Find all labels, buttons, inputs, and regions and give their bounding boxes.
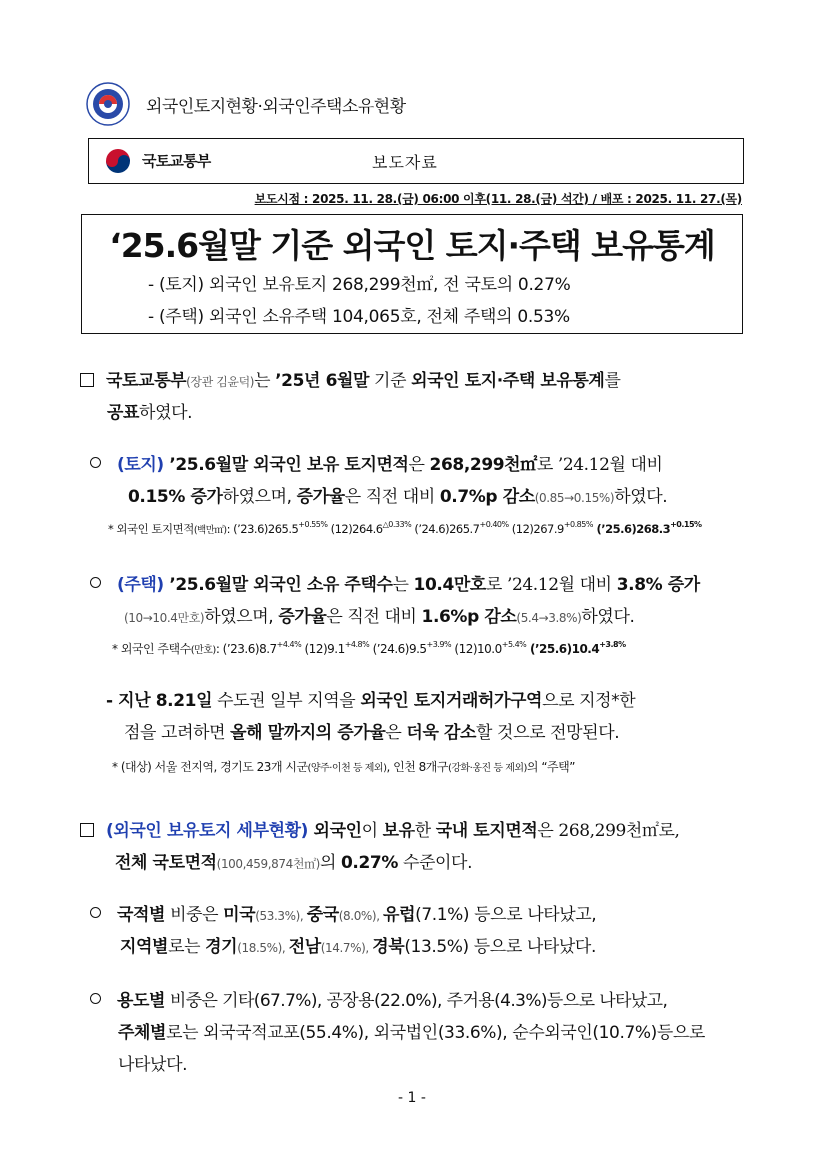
- usage-line3: 나타났다.: [118, 1055, 188, 1075]
- minister-name: (장관 김윤덕): [186, 375, 255, 389]
- period-bold: ’25년 6월말: [275, 371, 370, 391]
- detail-tag: (외국인 보유토지 세부현황): [106, 821, 309, 841]
- permit-zone-bold: 외국인 토지거래허가구역: [360, 691, 543, 711]
- press-release-label: 보도자료: [372, 153, 438, 172]
- housing-count-value: 10.4만호: [413, 575, 486, 595]
- land-note: * 외국인 토지면적(백만㎡): $(’23.6)265.5^{+0.55\%}$ $(12)264.6^{\triangle 0.33\%}$ $(’24.6)265.7^{+0.40\%}$ $(12)267.9^{+0.85\%}$ $(’25.6)268.3^{+0.15\%}$: [108, 520, 702, 536]
- embargo-line: 보도시점 : 2025. 11. 28.(금) 06:00 이후(11. 28.(금) 석간) / 배포 : 2025. 11. 27.(목): [254, 192, 742, 206]
- stats-name-bold: 외국인 토지·주택 보유통계: [411, 371, 605, 391]
- circle-bullet-icon: [90, 577, 101, 588]
- ministry-taegeuk-logo: [102, 146, 134, 176]
- checkbox-bullet-icon: [80, 823, 94, 837]
- usage-line2: 주체별로는 외국국적교포(55.4%), 외국법인(33.6%), 순수외국인(10.7%)등으로: [118, 1023, 705, 1043]
- nationality-line1: 국적별 비중은 미국(53.3%), 중국(8.0%), 유럽(7.1%) 등으로 나타났고,: [90, 900, 596, 925]
- paragraph-announcement: 국토교통부(장관 김윤덕)는 ’25년 6월말 기준 외국인 토지·주택 보유통계를: [80, 366, 620, 391]
- circle-bullet-icon: [90, 907, 101, 918]
- detail-line1: (외국인 보유토지 세부현황) 외국인이 보유한 국내 토지면적은 268,299천㎡로,: [80, 816, 680, 841]
- page-title: ‘25.6월말 기준 외국인 토지·주택 보유통계: [109, 226, 715, 265]
- subtitle-housing: - (주택) 외국인 소유주택 104,065호, 전체 주택의 0.53%: [148, 307, 570, 327]
- checkbox-bullet-icon: [80, 373, 94, 387]
- housing-bullet-line2: (10→10.4만호)하였으며, 증가율은 직전 대비 1.6%p 감소(5.4→3.8%)하였다.: [124, 607, 635, 627]
- circle-bullet-icon: [90, 457, 101, 468]
- statistics-emblem-logo: [86, 82, 130, 126]
- paragraph-announcement-line2: 공표하였다.: [107, 403, 193, 423]
- outlook-line2: 점을 고려하면 올해 말까지의 증가율은 더욱 감소할 것으로 전망된다.: [124, 723, 620, 743]
- outlook-note: * (대상) 서울 전지역, 경기도 23개 시군(양주·이천 등 제외), 인천 8개구(강화·옹진 등 제외)의 “주택”: [112, 760, 575, 774]
- ministry-name: 국토교통부: [142, 152, 211, 170]
- ministry-bold: 국토교통부: [106, 371, 187, 391]
- land-bullet-line1: (토지) ’25.6월말 외국인 보유 토지면적은 268,299천㎡로 ’24.12월 대비: [90, 450, 663, 475]
- detail-line2: 전체 국토면적(100,459,874천㎡)의 0.27% 수준이다.: [115, 853, 473, 873]
- outlook-line1: - 지난 8.21일 수도권 일부 지역을 외국인 토지거래허가구역으로 지정*한: [106, 691, 636, 711]
- housing-note: * 외국인 주택수(만호): $(’23.6)8.7^{+4.4\%}$ $(12)9.1^{+4.8\%}$ $(’24.6)9.5^{+3.9\%}$ $(12)10.0^{+5.4\%}$ $(’25.6)10.4^{+3.8\%}$: [112, 640, 626, 656]
- housing-bullet-line1: (주택) ’25.6월말 외국인 소유 주택수는 10.4만호로 ’24.12월 대비 3.8% 증가: [90, 570, 700, 595]
- usage-line1: 용도별 비중은 기타(67.7%), 공장용(22.0%), 주거용(4.3%)등으로 나타났고,: [90, 986, 667, 1011]
- page-number: - 1 -: [398, 1090, 426, 1106]
- housing-tag: (주택): [117, 575, 164, 595]
- subtitle-land: - (토지) 외국인 보유토지 268,299천㎡, 전 국토의 0.27%: [148, 275, 571, 295]
- nationality-line2: 지역별로는 경기(18.5%), 전남(14.7%), 경북(13.5%) 등으로 나타났다.: [120, 937, 596, 957]
- land-area-value: 268,299천㎡: [429, 455, 537, 475]
- land-bullet-line2: 0.15% 증가하였으며, 증가율은 직전 대비 0.7%p 감소(0.85→0.15%)하였다.: [128, 487, 668, 507]
- header-title: 외국인토지현황·외국인주택소유현황: [146, 97, 406, 117]
- circle-bullet-icon: [90, 993, 101, 1004]
- land-tag: (토지): [117, 455, 164, 475]
